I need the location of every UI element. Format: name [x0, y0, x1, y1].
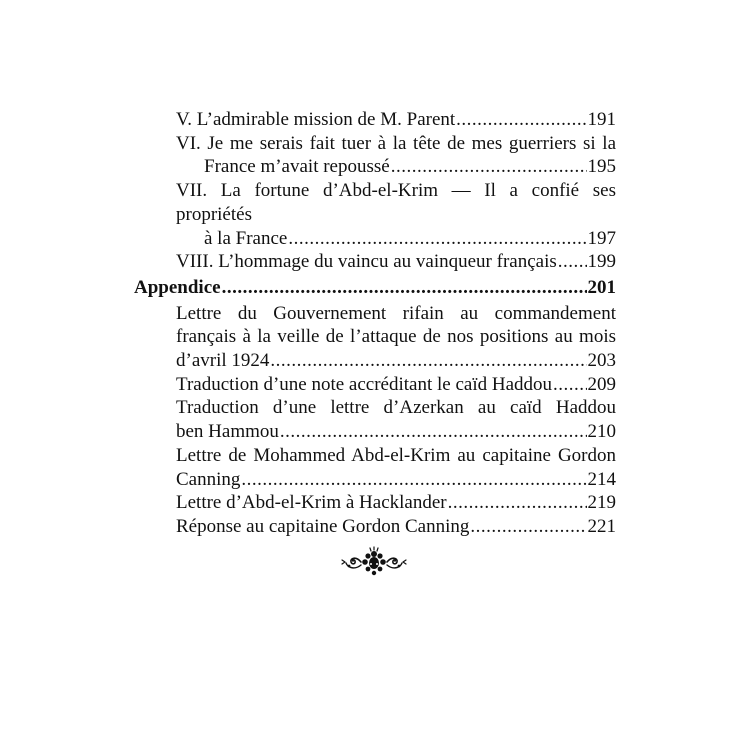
toc-entry-line [176, 227, 616, 251]
toc-entry-line [134, 276, 616, 300]
toc-entry-line [176, 349, 616, 373]
dot-leader [448, 491, 587, 515]
toc-entry-title: Canning [176, 468, 241, 490]
toc-page-number: 197 [587, 227, 616, 249]
toc-entry-line [176, 468, 616, 492]
dot-leader [241, 468, 586, 492]
toc-entry-line: VI. Je me serais fait tuer à la tête de mes guerriers si la [176, 132, 616, 154]
toc-entry[interactable] [176, 132, 616, 179]
toc-entry-title: Lettre d’Abd-el-Krim à Hacklander [176, 492, 447, 514]
toc-entry[interactable] [176, 444, 616, 491]
toc-page-number: 214 [587, 468, 616, 490]
toc-entry[interactable] [176, 396, 616, 443]
toc-page-number: 191 [587, 109, 616, 130]
toc-entry-line [176, 108, 616, 132]
dot-leader [222, 276, 587, 300]
toc-entry-title: VIII. L’hommage du vaincu au vainqueur français [176, 251, 557, 273]
toc-entry[interactable] [176, 250, 616, 274]
toc-entry-title: V. L’admirable mission de M. Parent [176, 109, 456, 130]
toc-entry-title: France m’avait repoussé [204, 156, 390, 178]
toc-entry-line: français à la veille de l’attaque de nos positions au mois [176, 326, 616, 348]
toc-page-number: 203 [587, 350, 616, 372]
toc-entry[interactable] [176, 373, 616, 397]
dot-leader [391, 155, 587, 179]
toc-entry-line: VII. La fortune d’Abd-el-Krim — Il a confié ses propriétés [176, 180, 616, 225]
toc-entry-line: Lettre du Gouvernement rifain au commandement [176, 302, 616, 324]
dot-leader [553, 373, 586, 397]
toc-entry[interactable] [176, 515, 616, 539]
dot-leader [270, 349, 586, 373]
toc-page-number: 201 [587, 276, 616, 298]
toc-page-number: 219 [587, 492, 616, 514]
fleuron-ornament-icon [341, 546, 407, 578]
toc-entry[interactable] [176, 108, 616, 132]
toc-page-number: 210 [587, 421, 616, 443]
dot-leader [288, 227, 586, 251]
toc-entry-title: Traduction d’une note accréditant le caïd Haddou [176, 373, 553, 395]
toc-entry[interactable] [176, 179, 616, 250]
toc-section-appendix[interactable] [134, 276, 616, 300]
table-of-contents [134, 108, 616, 539]
toc-entry-line: Traduction d’une lettre d’Azerkan au caïd Haddou [176, 397, 616, 419]
toc-page-number: 195 [587, 156, 616, 178]
toc-entry-line [176, 420, 616, 444]
toc-entry-line [176, 155, 616, 179]
toc-entry-line [176, 373, 616, 397]
dot-leader [558, 250, 587, 274]
toc-entry-title: d’avril 1924 [176, 350, 270, 372]
toc-page-number: 221 [587, 515, 616, 537]
toc-entry-title: ben Hammou [176, 421, 279, 443]
toc-page-number: 209 [587, 373, 616, 395]
toc-entry-line [176, 491, 616, 515]
dot-leader [280, 420, 587, 444]
toc-entry[interactable] [176, 491, 616, 515]
toc-entry-title: à la France [204, 227, 288, 249]
toc-entry[interactable] [176, 302, 616, 373]
toc-entry-title: Réponse au capitaine Gordon Canning [176, 515, 470, 537]
toc-entry-line [176, 515, 616, 539]
dot-leader [456, 108, 586, 132]
toc-entry-line: Lettre de Mohammed Abd-el-Krim au capitaine Gordon [176, 444, 616, 466]
toc-section-title: Appendice [134, 276, 221, 298]
dot-leader [470, 515, 586, 539]
toc-entry-line [176, 250, 616, 274]
toc-page-number: 199 [587, 251, 616, 273]
